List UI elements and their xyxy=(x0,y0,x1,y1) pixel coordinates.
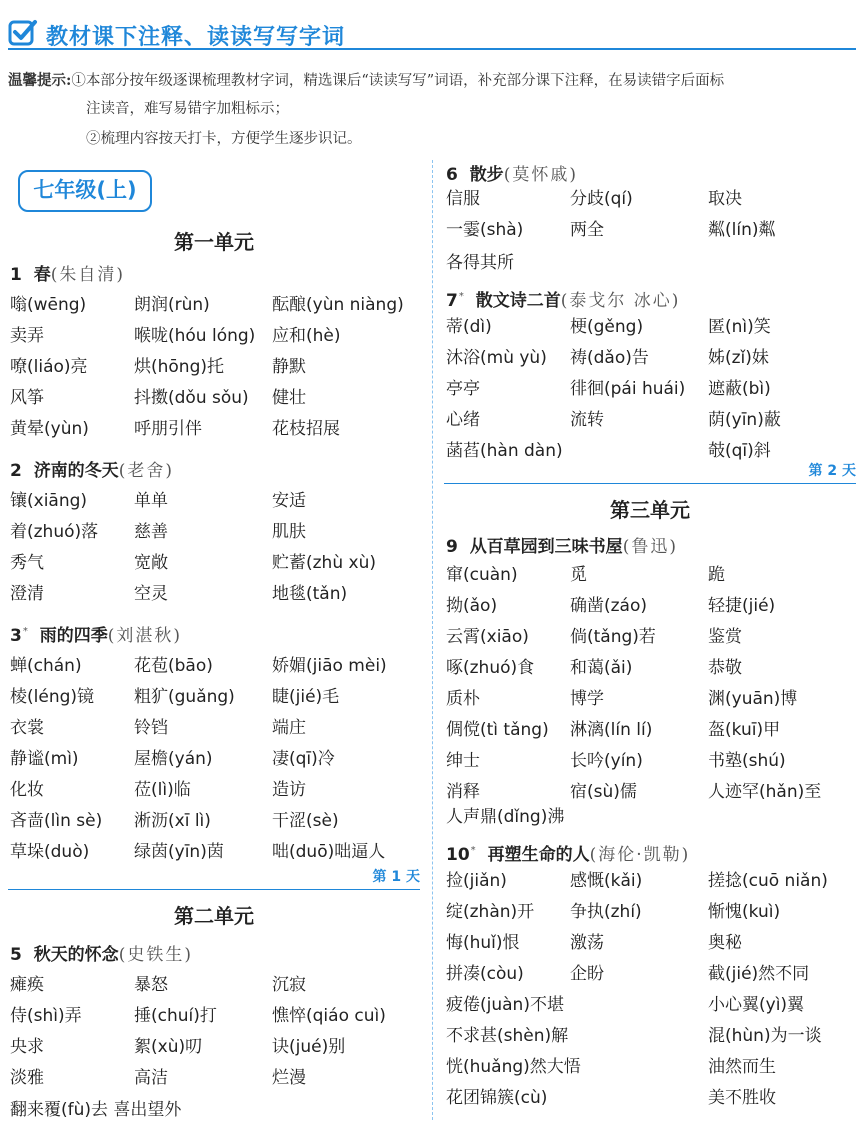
word-row xyxy=(446,184,858,214)
vocab-word: 小心翼(yì)翼 xyxy=(708,995,805,1015)
vocab-word: 花团锦簇(cù) xyxy=(446,1088,548,1108)
vocab-word: 棱(léng)镜 xyxy=(10,687,95,707)
word-row xyxy=(10,517,422,547)
vocab-word: 高洁 xyxy=(134,1068,168,1088)
vocab-word: 干涩(sè) xyxy=(272,811,339,831)
word-row xyxy=(10,682,422,712)
vocab-word: 肌肤 xyxy=(272,522,306,542)
vocab-word: 跪 xyxy=(708,565,725,585)
vocab-word: 渊(yuān)博 xyxy=(708,689,798,709)
vocab-word: 卖弄 xyxy=(10,326,44,346)
word-row xyxy=(446,866,858,896)
vocab-word: 淋漓(lín lí) xyxy=(570,720,653,740)
vocab-word: 呼朋引伴 xyxy=(134,419,202,439)
word-row xyxy=(446,653,858,683)
vocab-word: 安适 xyxy=(272,491,306,511)
vocab-word: 油然而生 xyxy=(708,1057,776,1077)
vocab-word: 花枝招展 xyxy=(272,419,340,439)
vocab-word: 倜傥(tì tǎng) xyxy=(446,720,549,740)
vocab-word: 美不胜收 xyxy=(708,1088,776,1108)
vocab-word: 造访 xyxy=(272,780,306,800)
vocab-word: 绽(zhàn)开 xyxy=(446,902,535,922)
vocab-word: 争执(zhí) xyxy=(570,902,642,922)
vocab-word: 悔(huǐ)恨 xyxy=(446,933,520,953)
tips-line-2: 注读音，难写易错字加粗标示； xyxy=(86,101,289,117)
vocab-word: 窜(cuàn) xyxy=(446,565,518,585)
vocab-word: 徘徊(pái huái) xyxy=(570,379,686,399)
word-row xyxy=(10,837,422,867)
vocab-word: 絮(xù)叨 xyxy=(134,1037,203,1057)
vocab-word: 沉寂 xyxy=(272,975,306,995)
vocab-word: 捡(jiǎn) xyxy=(446,871,507,891)
word-row xyxy=(10,1063,422,1093)
word-row xyxy=(446,928,858,958)
word-row xyxy=(10,579,422,609)
vocab-word: 感慨(kǎi) xyxy=(570,871,643,891)
vocab-word: 长吟(yín) xyxy=(570,751,643,771)
vocab-word: 粗犷(guǎng) xyxy=(134,687,235,707)
vocab-word: 草垛(duò) xyxy=(10,842,90,862)
vocab-word: 博学 xyxy=(570,689,604,709)
vocab-word: 拗(ǎo) xyxy=(446,596,498,616)
grade-badge: 七年级(上) xyxy=(18,170,152,212)
vocab-word: 盔(kuī)甲 xyxy=(708,720,781,740)
vocab-word: 睫(jié)毛 xyxy=(272,687,340,707)
tips-line-3: ②梳理内容按天打卡，方便学生逐步识记。 xyxy=(86,131,362,147)
vocab-word: 淡雅 xyxy=(10,1068,44,1088)
vocab-word: 澄清 xyxy=(10,584,44,604)
column-divider xyxy=(432,160,433,1120)
unit-title: 第三单元 xyxy=(610,498,690,522)
word-row xyxy=(446,215,858,245)
vocab-word: 书塾(shú) xyxy=(708,751,786,771)
word-row xyxy=(446,684,858,714)
vocab-word: 咄(duō)咄逼人 xyxy=(272,842,386,862)
vocab-word: 粼(lín)粼 xyxy=(708,220,776,240)
word-row xyxy=(10,970,422,1000)
vocab-word: 秀气 xyxy=(10,553,44,573)
vocab-word: 信服 xyxy=(446,189,480,209)
lesson-title: 5 秋天的怀念(史铁生) xyxy=(10,945,193,965)
vocab-word: 宿(sù)儒 xyxy=(570,782,637,802)
vocab-word: 风筝 xyxy=(10,388,44,408)
vocab-word: 花苞(bāo) xyxy=(134,656,213,676)
vocab-word: 央求 xyxy=(10,1037,44,1057)
word-row xyxy=(10,383,422,413)
vocab-word: 搓捻(cuō niǎn) xyxy=(708,871,828,891)
vocab-word: 不求甚(shèn)解 xyxy=(446,1026,569,1046)
word-row xyxy=(446,990,858,1020)
vocab-word: 一霎(shà) xyxy=(446,220,524,240)
word-row: 人声鼎(dǐng)沸 xyxy=(446,807,565,827)
vocab-word: 轻捷(jié) xyxy=(708,596,776,616)
vocab-word: 激荡 xyxy=(570,933,604,953)
word-row xyxy=(446,1021,858,1051)
word-row xyxy=(10,806,422,836)
word-row xyxy=(10,486,422,516)
vocab-word: 静默 xyxy=(272,357,306,377)
vocab-word: 健壮 xyxy=(272,388,306,408)
word-row: 各得其所 xyxy=(446,253,514,273)
vocab-word: 拼凑(còu) xyxy=(446,964,524,984)
word-row xyxy=(10,775,422,805)
vocab-word: 嘹(liáo)亮 xyxy=(10,357,88,377)
vocab-word: 姊(zǐ)妹 xyxy=(708,348,769,368)
vocab-word: 蝉(chán) xyxy=(10,656,82,676)
word-row xyxy=(446,897,858,927)
word-row xyxy=(10,414,422,444)
vocab-word: 贮蓄(zhù xù) xyxy=(272,553,376,573)
vocab-word: 质朴 xyxy=(446,689,480,709)
vocab-word: 混(hùn)为一谈 xyxy=(708,1026,822,1046)
tips-line-1: ①本部分按年级逐课梳理教材字词，精选课后“读读写写”词语，补充部分课下注释，在易读错字后面标 xyxy=(71,73,725,89)
checkbox-checked-icon xyxy=(8,18,38,48)
vocab-word: 企盼 xyxy=(570,964,604,984)
word-row xyxy=(10,713,422,743)
word-row xyxy=(446,715,858,745)
vocab-word: 取决 xyxy=(708,189,742,209)
vocab-word: 消释 xyxy=(446,782,480,802)
vocab-word: 诀(jué)别 xyxy=(272,1037,346,1057)
lesson-title: 9 从百草园到三味书屋(鲁迅) xyxy=(446,537,678,557)
word-row xyxy=(446,591,858,621)
section-title: 教材课下注释、读读写写字词 xyxy=(46,25,346,50)
vocab-word: 慈善 xyxy=(134,522,168,542)
vocab-word: 确凿(záo) xyxy=(570,596,648,616)
vocab-word: 吝啬(lìn sè) xyxy=(10,811,103,831)
word-row: 翻来覆(fù)去 喜出望外 xyxy=(10,1100,182,1120)
word-row xyxy=(446,405,858,435)
word-row xyxy=(446,746,858,776)
vocab-word: 娇媚(jiāo mèi) xyxy=(272,656,387,676)
vocab-word: 着(zhuó)落 xyxy=(10,522,99,542)
vocab-word: 暴怒 xyxy=(134,975,168,995)
word-row xyxy=(10,548,422,578)
word-row xyxy=(10,352,422,382)
vocab-word: 恍(huǎng)然大悟 xyxy=(446,1057,581,1077)
day-marker: 第 1 天 xyxy=(8,864,420,890)
lesson-title: 7* 散文诗二首(泰戈尔 冰心) xyxy=(446,291,681,311)
word-row xyxy=(10,651,422,681)
vocab-word: 莅(lì)临 xyxy=(134,780,191,800)
vocab-word: 觅 xyxy=(570,565,587,585)
word-row xyxy=(446,560,858,590)
lesson-title: 6 散步(莫怀戚) xyxy=(446,165,578,185)
vocab-word: 截(jié)然不同 xyxy=(708,964,810,984)
vocab-word: 瘫痪 xyxy=(10,975,44,995)
vocab-word: 淅沥(xī lì) xyxy=(134,811,211,831)
vocab-word: 惭愧(kuì) xyxy=(708,902,781,922)
header-divider xyxy=(8,48,856,50)
word-row xyxy=(10,290,422,320)
vocab-word: 凄(qī)冷 xyxy=(272,749,335,769)
vocab-word: 黄晕(yùn) xyxy=(10,419,89,439)
vocab-word: 梗(gěng) xyxy=(570,317,644,337)
lesson-title: 2 济南的冬天(老舍) xyxy=(10,461,174,481)
vocab-word: 心绪 xyxy=(446,410,480,430)
vocab-word: 疲倦(juàn)不堪 xyxy=(446,995,564,1015)
vocab-word: 菡萏(hàn dàn) xyxy=(446,441,563,461)
vocab-word: 啄(zhuó)食 xyxy=(446,658,535,678)
unit-title: 第一单元 xyxy=(174,230,254,254)
vocab-word: 捶(chuí)打 xyxy=(134,1006,217,1026)
word-row xyxy=(10,1032,422,1062)
vocab-word: 人迹罕(hǎn)至 xyxy=(708,782,822,802)
word-row xyxy=(10,321,422,351)
word-row xyxy=(446,1083,858,1113)
vocab-word: 朗润(rùn) xyxy=(134,295,210,315)
vocab-word: 宽敞 xyxy=(134,553,168,573)
vocab-word: 奥秘 xyxy=(708,933,742,953)
word-row xyxy=(10,1001,422,1031)
word-row xyxy=(446,622,858,652)
vocab-word: 单单 xyxy=(134,491,168,511)
vocab-word: 应和(hè) xyxy=(272,326,341,346)
vocab-word: 喉咙(hóu lóng) xyxy=(134,326,256,346)
vocab-word: 绅士 xyxy=(446,751,480,771)
vocab-word: 和蔼(ǎi) xyxy=(570,658,633,678)
vocab-word: 绿茵(yīn)茵 xyxy=(134,842,224,862)
day-marker: 第 2 天 xyxy=(444,458,856,484)
vocab-word: 两全 xyxy=(570,220,604,240)
lesson-title: 10* 再塑生命的人(海伦·凯勒) xyxy=(446,845,691,865)
word-row xyxy=(446,959,858,989)
vocab-word: 倘(tǎng)若 xyxy=(570,627,656,647)
vocab-word: 匿(nì)笑 xyxy=(708,317,771,337)
word-row xyxy=(446,312,858,342)
vocab-word: 亭亭 xyxy=(446,379,480,399)
vocab-word: 抖擞(dǒu sǒu) xyxy=(134,388,249,408)
vocab-word: 镶(xiāng) xyxy=(10,491,88,511)
vocab-word: 酝酿(yùn niàng) xyxy=(272,295,404,315)
vocab-word: 流转 xyxy=(570,410,604,430)
vocab-word: 憔悴(qiáo cuì) xyxy=(272,1006,386,1026)
word-row xyxy=(10,744,422,774)
vocab-word: 嗡(wēng) xyxy=(10,295,87,315)
vocab-word: 空灵 xyxy=(134,584,168,604)
vocab-word: 烘(hōng)托 xyxy=(134,357,225,377)
vocab-word: 荫(yīn)蔽 xyxy=(708,410,781,430)
vocab-word: 祷(dǎo)告 xyxy=(570,348,649,368)
vocab-word: 侍(shì)弄 xyxy=(10,1006,82,1026)
vocab-word: 遮蔽(bì) xyxy=(708,379,771,399)
vocab-word: 化妆 xyxy=(10,780,44,800)
vocab-word: 分歧(qí) xyxy=(570,189,633,209)
vocab-word: 沐浴(mù yù) xyxy=(446,348,547,368)
vocab-word: 地毯(tǎn) xyxy=(272,584,348,604)
section-header xyxy=(8,18,856,52)
vocab-word: 攲(qī)斜 xyxy=(708,441,771,461)
vocab-word: 静谧(mì) xyxy=(10,749,79,769)
vocab-word: 屋檐(yán) xyxy=(134,749,213,769)
vocab-word: 蒂(dì) xyxy=(446,317,492,337)
word-row xyxy=(446,1052,858,1082)
unit-title: 第二单元 xyxy=(174,904,254,928)
word-row xyxy=(446,374,858,404)
vocab-word: 衣裳 xyxy=(10,718,44,738)
vocab-word: 端庄 xyxy=(272,718,306,738)
lesson-title: 1 春(朱自清) xyxy=(10,265,125,285)
vocab-word: 恭敬 xyxy=(708,658,742,678)
vocab-word: 烂漫 xyxy=(272,1068,306,1088)
lesson-title: 3* 雨的四季(刘湛秋) xyxy=(10,626,183,646)
vocab-word: 铃铛 xyxy=(134,718,168,738)
tips-label: 温馨提示: xyxy=(8,72,72,89)
word-row xyxy=(446,343,858,373)
vocab-word: 云霄(xiāo) xyxy=(446,627,529,647)
vocab-word: 鉴赏 xyxy=(708,627,742,647)
